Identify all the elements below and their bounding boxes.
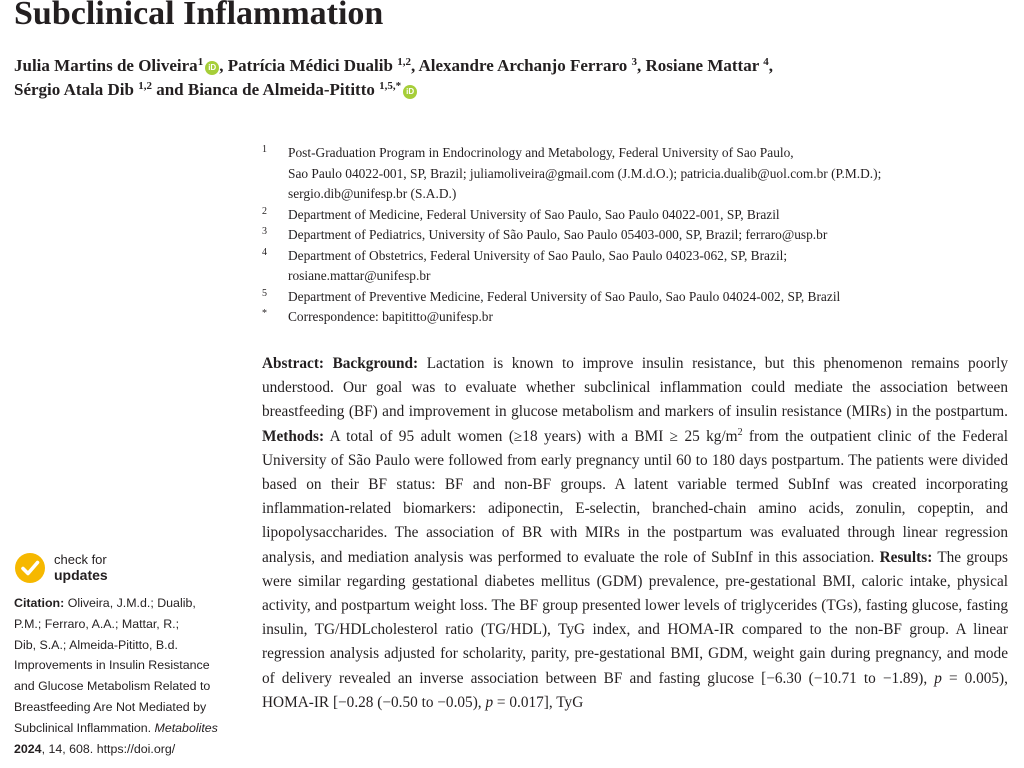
author-separator: , [410, 56, 419, 75]
abstract-heading-methods: Methods: [262, 427, 325, 445]
author-separator: and [151, 80, 188, 99]
author-affiliation-marker: 4 [763, 56, 769, 68]
abstract-results-text-cont: = 0.005), HOMA-IR [−0.28 (−0.50 to −0.05), [262, 669, 1008, 711]
p-value-symbol: p [934, 669, 942, 687]
author-name: Julia Martins de Oliveira [14, 56, 198, 75]
author-name: Rosiane Mattar [645, 56, 759, 75]
author-affiliation-marker: 1,2 [397, 56, 411, 68]
abstract-body [262, 352, 1008, 715]
affiliation-text: Post-Graduation Program in Endocrinology and Metabology, Federal University of Sao Paulo, [288, 145, 794, 160]
paper-title: Subclinical Inflammation [14, 0, 384, 32]
check-for-updates-line1: check for [54, 552, 107, 567]
affiliation-item [262, 205, 1022, 226]
author-name: Alexandre Archanjo Ferraro [418, 56, 628, 75]
affiliation-text: rosiane.mattar@unifesp.br [288, 268, 431, 283]
affiliation-number: 1 [262, 144, 267, 155]
correspondence-marker: * [262, 308, 267, 319]
author-name: Sérgio Atala Dib [14, 80, 134, 99]
check-for-updates-line2: updates [54, 567, 108, 583]
affiliation-number: 4 [262, 246, 267, 258]
affiliation-text: Department of Obstetrics, Federal University of Sao Paulo, Sao Paulo 04023-062, SP, Brazil; [288, 247, 788, 263]
superscript: 2 [737, 426, 743, 438]
abstract-heading-background: Background: [332, 355, 419, 372]
citation-line: Dib, S.A.; Almeida-Pititto, B.d. [14, 637, 178, 652]
citation-volume: , 14, 608. [41, 741, 94, 756]
citation-line: Improvements in Insulin Resistance [14, 658, 210, 673]
affiliation-number: 2 [262, 205, 267, 217]
abstract-background-text: Lactation is known to improve insulin resistance, but this phenomenon remains poorly understood. Our goal was to evaluate whether subclinical inflammation could mediate the association between breastfeeding (BF) and improvement in glucose metabolism and markers of insulin resistance (MIRs) in the postpartum. [262, 355, 1008, 421]
affiliation-number: 3 [262, 226, 267, 237]
author-name: Bianca de Almeida-Pititto [187, 80, 375, 99]
abstract-heading-results: Results: [879, 548, 933, 566]
affiliation-item [262, 225, 1022, 246]
abstract [262, 352, 1008, 715]
citation-line [14, 718, 234, 739]
check-for-updates-label [54, 552, 108, 583]
orcid-icon[interactable]: iD [403, 85, 417, 99]
affiliation-list [262, 143, 1022, 328]
author-list [14, 54, 1014, 102]
citation-label: Citation: [14, 596, 65, 610]
citation-block [14, 593, 234, 759]
author-separator: , [219, 56, 228, 75]
affiliation-item [262, 246, 1022, 287]
citation-line [14, 593, 234, 614]
citation-journal: Metabolites [154, 720, 218, 735]
author-line-1 [14, 54, 1014, 78]
abstract-label: Abstract: [262, 355, 325, 372]
author-separator: , [636, 56, 646, 75]
citation-text: Oliveira, J.M.d.; Dualib, [67, 596, 196, 610]
citation-line: P.M.; Ferraro, A.A.; Mattar, R.; [14, 616, 180, 631]
author-line-2 [14, 78, 1014, 102]
orcid-icon[interactable]: iD [205, 61, 219, 75]
correspondence-item [262, 307, 1022, 328]
author-affiliation-marker: 3 [631, 56, 637, 68]
affiliation-text: Department of Preventive Medicine, Federal University of Sao Paulo, Sao Paulo 04024-002, SP, Brazil [288, 288, 841, 304]
abstract-results-text: The groups were similar regarding gestational diabetes mellitus (GDM) prevalence, pre-gestational BMI, caloric intake, physical activity, and postpartum weight loss. The BF group presented lower levels of triglycerides (TGs), fasting glucose, fasting insulin, TG/HDLcholesterol ratio (TG/HDL), TyG index, and HOMA-IR compared to the non-BF group. A linear regression analysis adjusted for scholarity, parity, pre-gestational BMI, GDM, weight gain during pregnancy, and mode of delivery revealed an inverse association between BF and fasting glucose [−6.30 (−10.71 to −1.89), [262, 548, 1008, 687]
abstract-results-text-end: = 0.017], TyG [493, 693, 584, 711]
abstract-methods-text: A total of 95 adult women (≥18 years) with a BMI ≥ 25 kg/m [329, 427, 738, 445]
abstract-methods-text-cont: from the outpatient clinic of the Federal University of São Paulo were followed from early pregnancy until 60 to 180 days postpartum. The patients were divided based on their BF status: BF and non-BF groups. A latent variable termed SubInf was created incorporating inflammation-related biomarkers: adiponectin, E-selectin, branched-chain amino acids, zonulin, copeptin, and lipopolysaccharides. The association of BR with MIRs in the postpartum was evaluated through linear regression analysis, and mediation analysis was performed to evaluate the role of SubInf in this association. [262, 427, 1008, 566]
affiliation-text: Sao Paulo 04022-001, SP, Brazil; juliamoliveira@gmail.com (J.M.d.O.); patricia.dualib@uol.com.br (P.M.D.); [288, 165, 882, 181]
author-affiliation-marker: 1,2 [138, 80, 152, 92]
citation-line [14, 739, 234, 760]
doi-link[interactable]: https://doi.org/ [96, 741, 176, 756]
author-affiliation-marker: 1 [197, 56, 204, 68]
author-affiliation-marker: 1,5,* [379, 80, 402, 92]
affiliation-text: Department of Pediatrics, University of São Paulo, Sao Paulo 05403-000, SP, Brazil; ferraro@usp.br [288, 227, 828, 242]
citation-line: and Glucose Metabolism Related to [14, 679, 211, 694]
affiliation-text: sergio.dib@unifesp.br (S.A.D.) [288, 186, 457, 201]
affiliation-text: Department of Medicine, Federal University of Sao Paulo, Sao Paulo 04022-001, SP, Brazil [288, 206, 780, 222]
affiliation-item [262, 287, 1022, 308]
citation-text: Subclinical Inflammation. [14, 720, 152, 735]
affiliation-item [262, 143, 1022, 205]
citation-year: 2024 [14, 741, 42, 756]
p-value-symbol: p [485, 693, 494, 711]
citation-line: Breastfeeding Are Not Mediated by [14, 699, 207, 714]
author-name: Patrícia Médici Dualib [227, 56, 393, 75]
author-separator: , [768, 56, 773, 75]
check-badge-icon [14, 552, 46, 584]
correspondence-text: Correspondence: bapititto@unifesp.br [288, 309, 493, 324]
affiliation-number: 5 [262, 287, 267, 299]
check-for-updates-button[interactable] [14, 552, 154, 586]
